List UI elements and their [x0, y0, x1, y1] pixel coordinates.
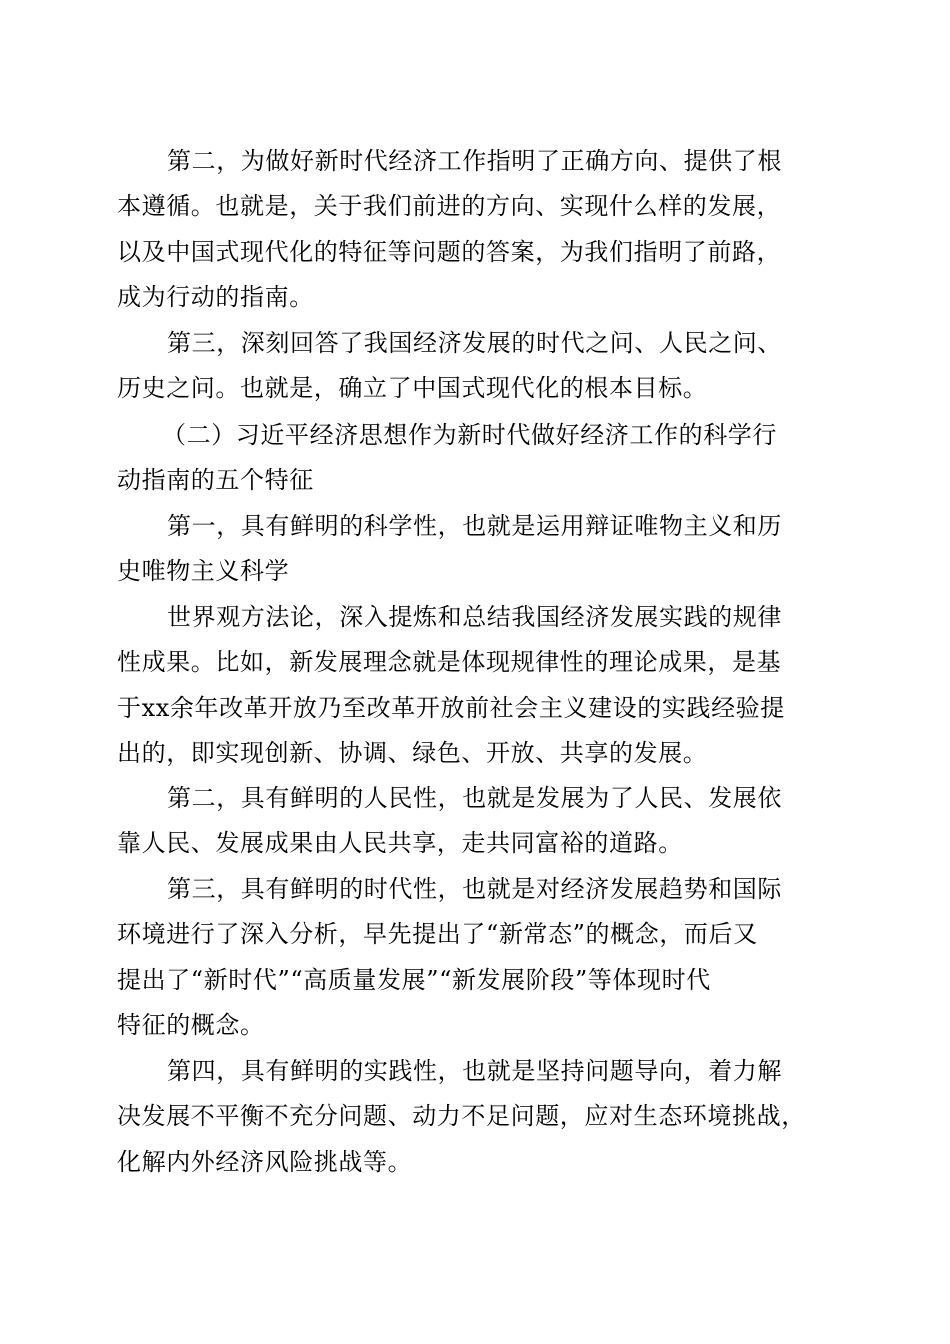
text-line: 靠人民、发展成果由人民共享，走共同富裕的道路。	[117, 829, 683, 858]
text-line: 特征的概念。	[117, 1010, 265, 1039]
text-line: 出的，即实现创新、协调、绿色、开放、共享的发展。	[117, 738, 708, 767]
text-line: 第二，具有鲜明的人民性，也就是发展为了人民、发展依	[167, 784, 782, 812]
text-line: 第一，具有鲜明的科学性，也就是运用辩证唯物主义和历	[167, 512, 782, 540]
text-line: 决发展不平衡不充分问题、动力不足问题，应对生态环境挑战，	[117, 1102, 806, 1131]
paragraph-first-scientific	[117, 504, 833, 595]
text-line: 本遵循。也就是，关于我们前进的方向、实现什么样的发展，	[117, 192, 782, 221]
text-line: 第三，具有鲜明的时代性，也就是对经济发展趋势和国际	[167, 875, 782, 903]
text-line: 第三，深刻回答了我国经济发展的时代之问、人民之问、	[167, 329, 782, 357]
heading-line: 动指南的五个特征	[117, 466, 314, 495]
paragraph-third-era	[117, 867, 833, 1048]
text-line: 化解内外经济风险挑战等。	[117, 1147, 413, 1176]
text-line: 成为行动的指南。	[117, 282, 314, 311]
section-heading-five-features	[117, 413, 833, 504]
text-line: 历史之问。也就是，确立了中国式现代化的根本目标。	[117, 374, 708, 403]
text-line: 第四，具有鲜明的实践性，也就是坚持问题导向，着力解	[167, 1057, 782, 1085]
text-line: 世界观方法论，深入提炼和总结我国经济发展实践的规律	[167, 603, 782, 631]
text-line: 于xx余年改革开放乃至改革开放前社会主义建设的实践经验提	[117, 693, 785, 722]
text-line: 第二，为做好新时代经济工作指明了正确方向、提供了根	[167, 147, 782, 175]
paragraph-second-people	[117, 776, 833, 867]
paragraph-third-answer	[117, 321, 833, 412]
paragraph-worldview	[117, 595, 833, 776]
paragraph-fourth-practice	[117, 1049, 833, 1185]
text-line: 以及中国式现代化的特征等问题的答案，为我们指明了前路，	[117, 237, 782, 266]
heading-line: （二）习近平经济思想作为新时代做好经济工作的科学行	[162, 421, 777, 449]
text-line: 性成果。比如，新发展理念就是体现规律性的理论成果，是基	[117, 648, 782, 677]
text-line: 环境进行了深入分析，早先提出了“新常态”的概念，而后又	[117, 920, 758, 949]
text-line: 史唯物主义科学	[117, 557, 290, 586]
text-line: 提出了“新时代”“高质量发展”“新发展阶段”等体现时代	[117, 965, 711, 994]
paragraph-second-direction	[117, 139, 833, 320]
